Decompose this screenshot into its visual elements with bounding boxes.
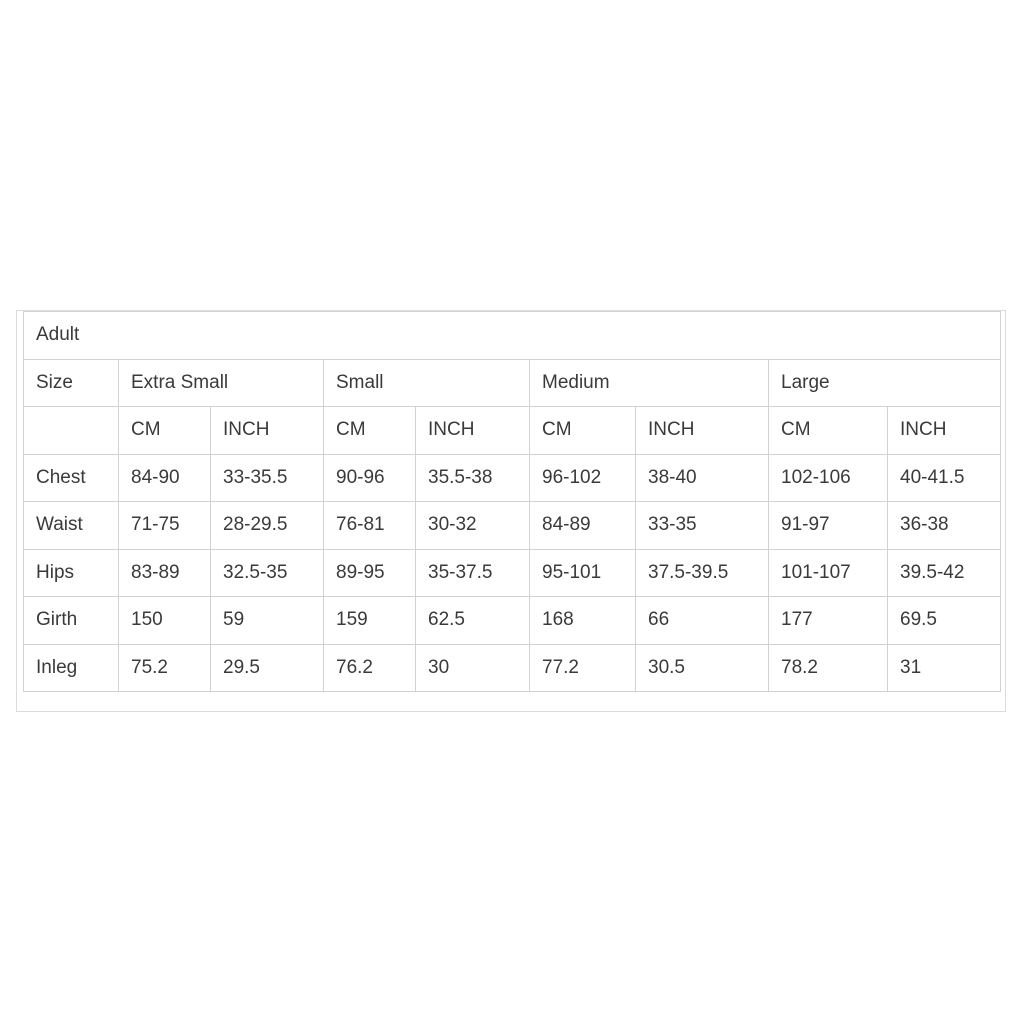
size-extra-small: Extra Small [119, 359, 324, 407]
unit-header-row [24, 407, 1001, 455]
table-cell: 31 [888, 644, 1001, 692]
size-header-row [24, 359, 1001, 407]
unit-header: CM [324, 407, 416, 455]
unit-header: INCH [211, 407, 324, 455]
table-cell: 90-96 [324, 454, 416, 502]
table-cell: 75.2 [119, 644, 211, 692]
table-cell: 35.5-38 [416, 454, 530, 502]
table-cell: 95-101 [530, 549, 636, 597]
table-cell: 59 [211, 597, 324, 645]
table-cell: 28-29.5 [211, 502, 324, 550]
table-cell: 76.2 [324, 644, 416, 692]
table-cell: 177 [769, 597, 888, 645]
table-cell: 33-35 [636, 502, 769, 550]
table-cell: 39.5-42 [888, 549, 1001, 597]
unit-header: CM [769, 407, 888, 455]
table-cell: 96-102 [530, 454, 636, 502]
row-label: Waist [24, 502, 119, 550]
table-cell: 89-95 [324, 549, 416, 597]
table-row-inleg [24, 644, 1001, 692]
title-row [24, 312, 1001, 360]
table-cell: 101-107 [769, 549, 888, 597]
table-cell: 30-32 [416, 502, 530, 550]
table-cell: 66 [636, 597, 769, 645]
table-cell: 71-75 [119, 502, 211, 550]
row-label: Inleg [24, 644, 119, 692]
table-cell: 36-38 [888, 502, 1001, 550]
table-cell: 77.2 [530, 644, 636, 692]
table-cell: 32.5-35 [211, 549, 324, 597]
table-cell: 29.5 [211, 644, 324, 692]
table-cell: 37.5-39.5 [636, 549, 769, 597]
unit-header: INCH [416, 407, 530, 455]
table-cell: 159 [324, 597, 416, 645]
table-cell: 84-89 [530, 502, 636, 550]
table-row-girth [24, 597, 1001, 645]
unit-header-empty [24, 407, 119, 455]
table-cell: 84-90 [119, 454, 211, 502]
size-small: Small [324, 359, 530, 407]
table-cell: 150 [119, 597, 211, 645]
unit-header: CM [530, 407, 636, 455]
table-cell: 102-106 [769, 454, 888, 502]
size-large: Large [769, 359, 1001, 407]
table-cell: 33-35.5 [211, 454, 324, 502]
table-cell: 76-81 [324, 502, 416, 550]
table-cell: 30.5 [636, 644, 769, 692]
row-label: Chest [24, 454, 119, 502]
table-cell: 40-41.5 [888, 454, 1001, 502]
table-cell: 78.2 [769, 644, 888, 692]
unit-header: INCH [636, 407, 769, 455]
row-label: Hips [24, 549, 119, 597]
table-cell: 30 [416, 644, 530, 692]
table-cell: 38-40 [636, 454, 769, 502]
size-medium: Medium [530, 359, 769, 407]
table-cell: 83-89 [119, 549, 211, 597]
table-title: Adult [24, 312, 1001, 360]
table-cell: 62.5 [416, 597, 530, 645]
size-label: Size [24, 359, 119, 407]
table-cell: 168 [530, 597, 636, 645]
table-row-waist [24, 502, 1001, 550]
size-chart-table [23, 311, 1001, 692]
table-cell: 35-37.5 [416, 549, 530, 597]
table-row-chest [24, 454, 1001, 502]
table-row-hips [24, 549, 1001, 597]
table-cell: 91-97 [769, 502, 888, 550]
row-label: Girth [24, 597, 119, 645]
unit-header: CM [119, 407, 211, 455]
unit-header: INCH [888, 407, 1001, 455]
table-cell: 69.5 [888, 597, 1001, 645]
